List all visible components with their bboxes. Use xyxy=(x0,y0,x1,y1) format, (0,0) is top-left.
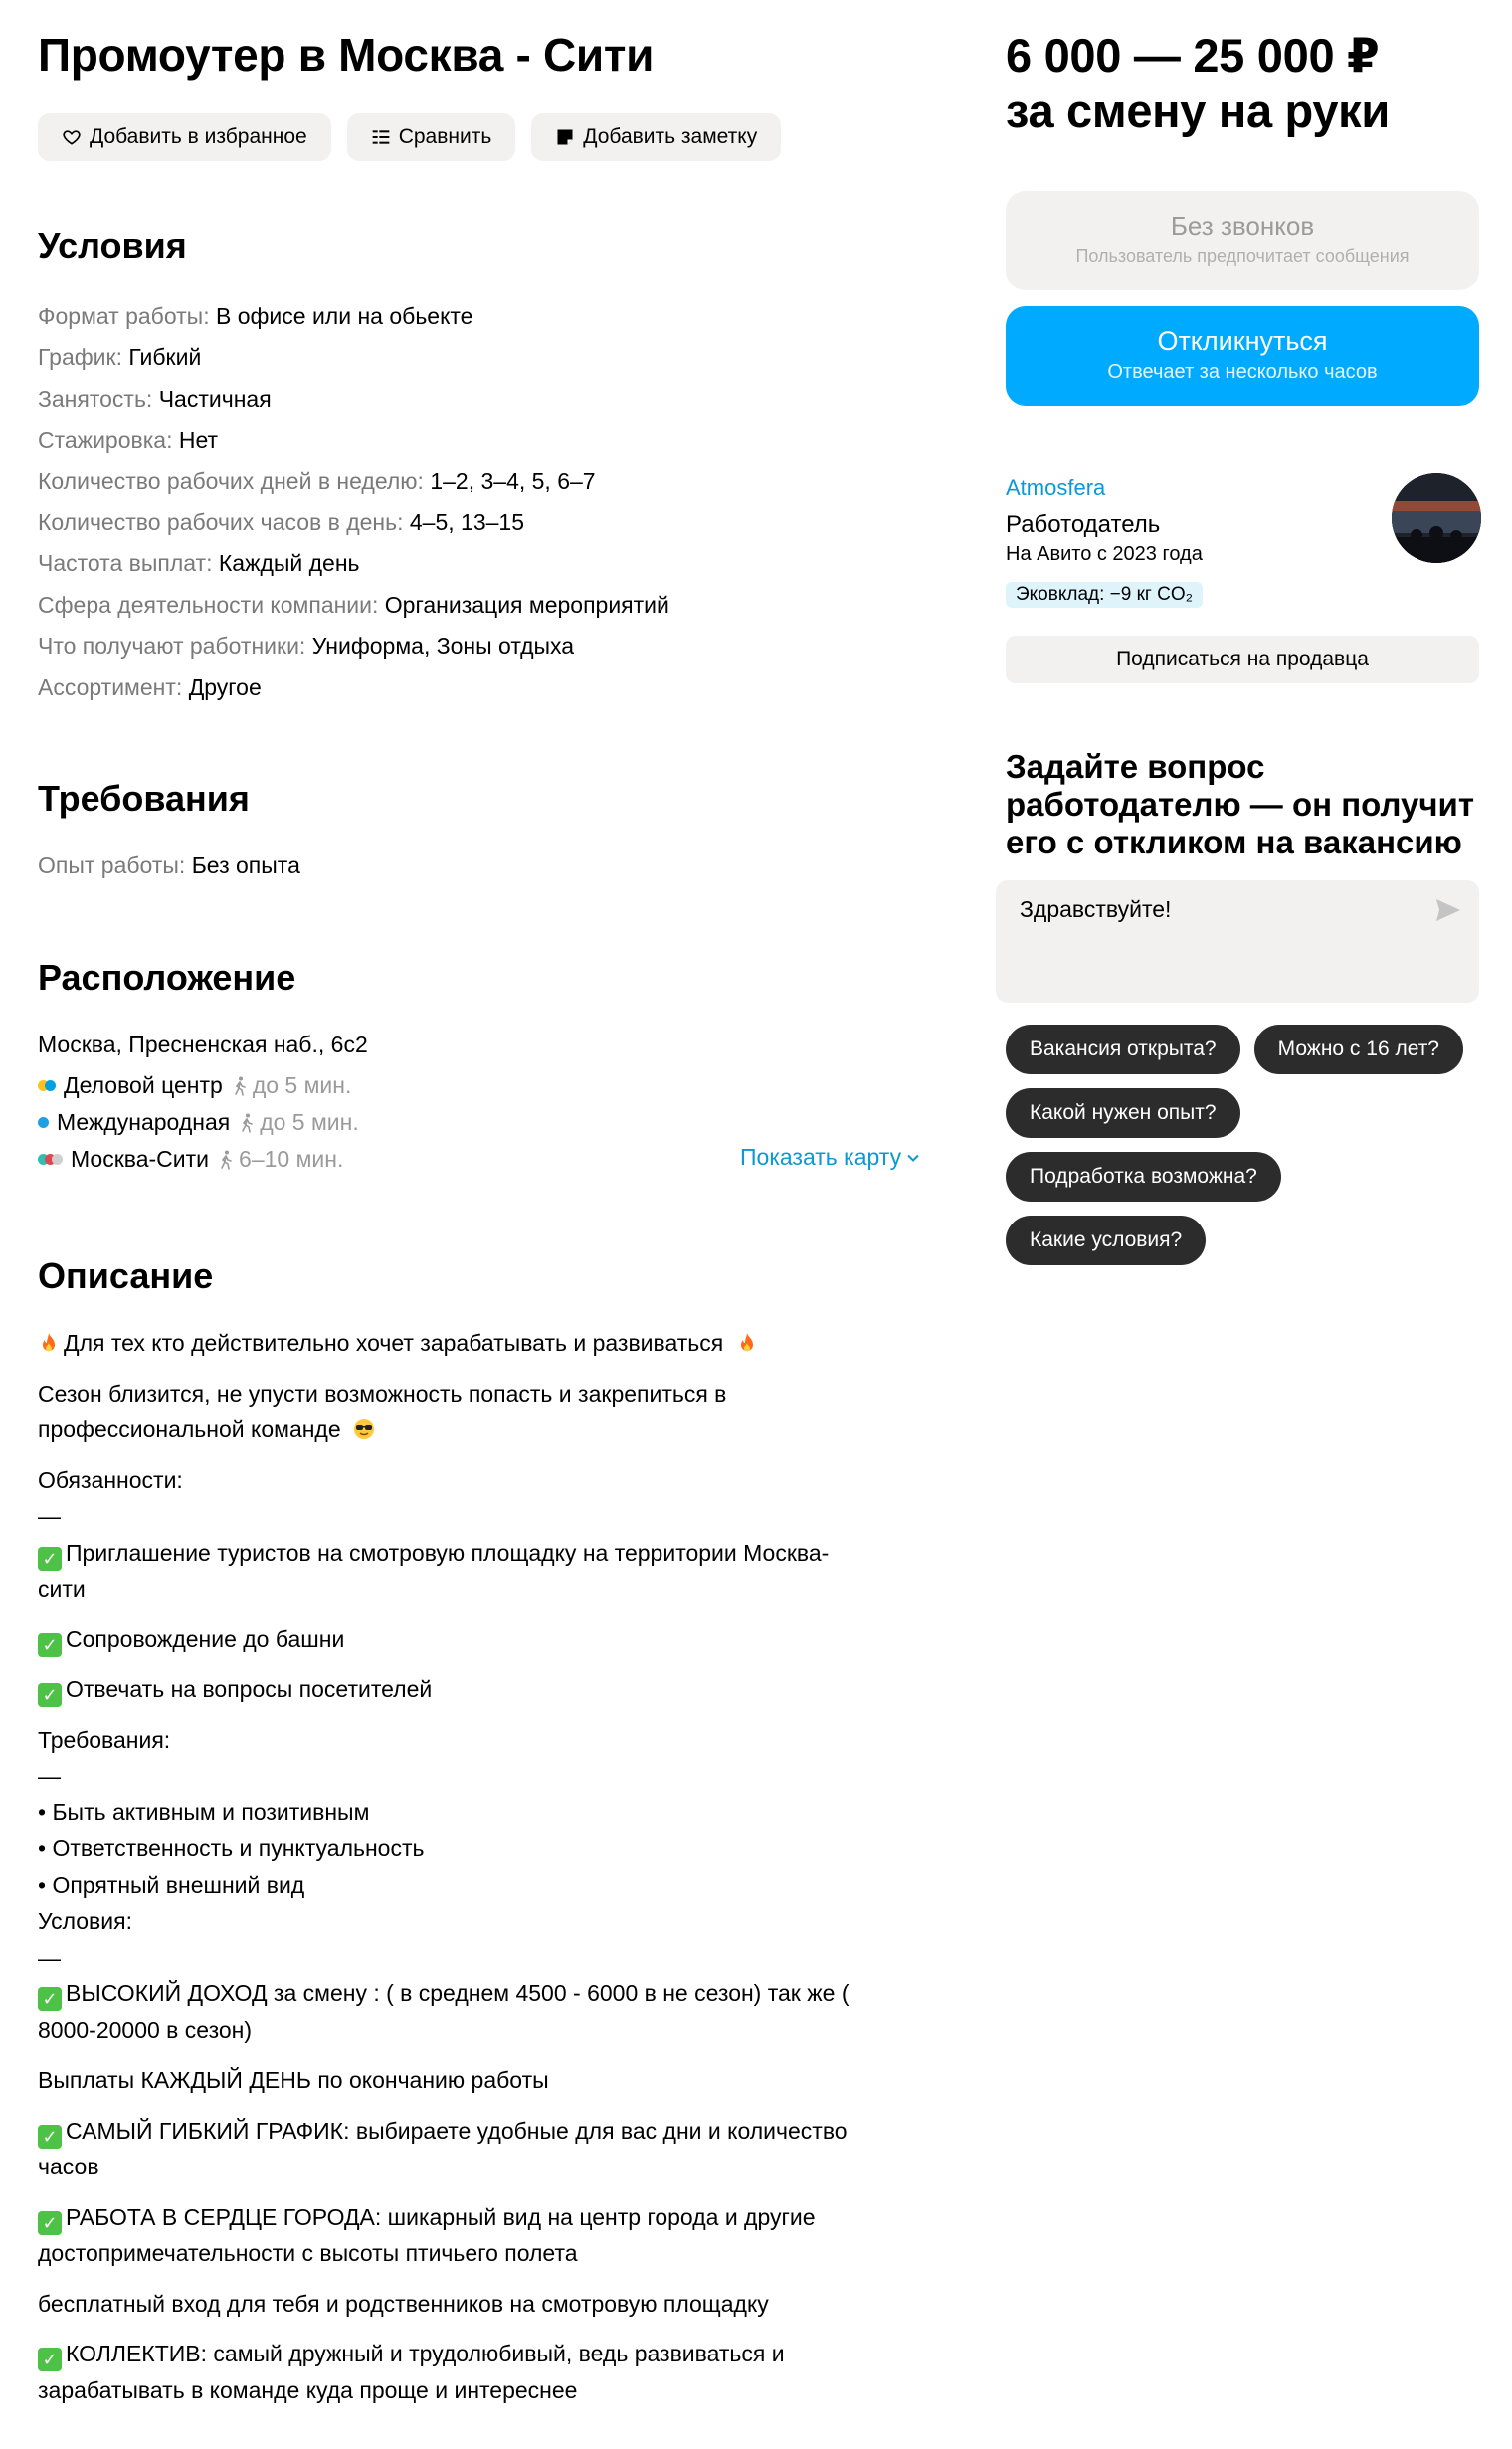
desc-bullet: • Ответственность и пунктуальность xyxy=(38,1830,913,1867)
desc-duty xyxy=(38,1671,913,1708)
respond-label: Откликнуться xyxy=(1157,326,1328,356)
desc-line: достопримечательности с высоты птичьего полета xyxy=(38,2240,578,2266)
quick-questions xyxy=(1006,1025,1493,1279)
desc-line: Отвечать на вопросы посетителей xyxy=(66,1676,433,1702)
sunglasses-face-icon xyxy=(353,1418,375,1440)
fire-icon xyxy=(38,1332,60,1354)
desc-line: 8000-20000 в сезон) xyxy=(38,2016,253,2043)
param-key: Ассортимент: xyxy=(38,673,183,700)
desc-cond xyxy=(38,1976,913,2048)
seller-since: На Авито с 2023 года xyxy=(1006,543,1203,565)
fire-icon xyxy=(736,1332,758,1354)
salary-period: за смену на руки xyxy=(1006,85,1391,137)
desc-line: сити xyxy=(38,1576,86,1601)
param-key: Количество рабочих часов в день: xyxy=(38,508,404,535)
metro-station xyxy=(38,1072,351,1099)
check-mark-icon: ✓ xyxy=(38,2125,62,2149)
desc-intro xyxy=(38,1325,913,1362)
compare-icon xyxy=(371,127,391,147)
desc-line: Сопровождение до башни xyxy=(66,1625,345,1652)
param-key: Частота выплат: xyxy=(38,550,213,577)
compare-label: Сравнить xyxy=(398,125,492,148)
walk-time xyxy=(231,1072,352,1099)
desc-cond: бесплатный вход для тебя и родственников на смотровую площадку xyxy=(38,2290,769,2317)
avatar-image xyxy=(1392,473,1481,563)
no-calls-sublabel: Пользователь предпочитает сообщения xyxy=(1075,246,1410,266)
quick-question-chip[interactable]: Какие условия? xyxy=(1006,1216,1206,1265)
no-calls-button[interactable] xyxy=(1006,191,1479,290)
subscribe-button[interactable]: Подписаться на продавца xyxy=(1006,636,1479,683)
desc-dash: — xyxy=(38,1503,61,1529)
param-key: Что получают работники: xyxy=(38,633,306,659)
eco-badge[interactable]: Эковклад: −9 кг CO₂ xyxy=(1006,582,1203,608)
check-mark-icon: ✓ xyxy=(38,1633,62,1657)
walking-person-icon xyxy=(238,1113,256,1133)
desc-cond-label: Условия: xyxy=(38,1908,132,1934)
walk-time xyxy=(217,1146,343,1173)
respond-button[interactable] xyxy=(1006,306,1479,406)
param-row xyxy=(38,296,669,337)
param-value: Гибкий xyxy=(128,344,202,371)
param-row xyxy=(38,585,669,626)
param-key: Количество рабочих дней в неделю: xyxy=(38,468,424,494)
desc-bullet: • Быть активным и позитивным xyxy=(38,1794,913,1831)
desc-cond xyxy=(38,2113,913,2185)
metro-name: Международная xyxy=(57,1109,231,1135)
note-icon xyxy=(555,127,575,147)
param-key: График: xyxy=(38,344,122,371)
desc-line: зарабатывать в команде куда проще и интереснее xyxy=(38,2376,578,2403)
conditions-list xyxy=(38,296,669,708)
param-row xyxy=(38,420,669,461)
desc-line: Приглашение туристов на смотровую площадку на территории Москва- xyxy=(66,1539,830,1566)
check-mark-icon: ✓ xyxy=(38,2348,62,2371)
param-row xyxy=(38,667,669,708)
address: Москва, Пресненская наб., 6с2 xyxy=(38,1032,368,1057)
param-value: Нет xyxy=(178,427,219,454)
seller-role: Работодатель xyxy=(1006,511,1161,538)
desc-line: Сезон близится, не упусти возможность попасть и закрепиться в xyxy=(38,1380,727,1407)
requirements-heading: Требования xyxy=(38,778,250,819)
chevron-down-icon xyxy=(907,1154,919,1162)
check-mark-icon: ✓ xyxy=(38,2211,62,2235)
param-row xyxy=(38,626,669,666)
desc-cond xyxy=(38,2199,913,2272)
desc-cond xyxy=(38,2336,913,2408)
page-title: Промоутер в Москва - Сити xyxy=(38,29,655,81)
description-text xyxy=(38,1325,913,2422)
desc-duty xyxy=(38,1535,913,1607)
desc-duty xyxy=(38,1621,913,1658)
walk-time xyxy=(238,1109,359,1136)
desc-line: КОЛЛЕКТИВ: самый дружный и трудолюбивый, ведь развиваться и xyxy=(66,2341,785,2366)
quick-question-chip[interactable]: Какой нужен опыт? xyxy=(1006,1088,1240,1138)
metro-station xyxy=(38,1146,343,1173)
location-heading: Расположение xyxy=(38,957,296,998)
seller-avatar[interactable] xyxy=(1392,473,1481,563)
desc-req-label: Требования: xyxy=(38,1726,171,1753)
salary xyxy=(1006,28,1390,139)
respond-sublabel: Отвечает за несколько часов xyxy=(1107,361,1378,383)
desc-dash: — xyxy=(38,1944,61,1971)
desc-bullet: • Опрятный внешний вид xyxy=(38,1867,913,1904)
param-row xyxy=(38,502,669,543)
desc-dash: — xyxy=(38,1763,61,1789)
ask-question-heading: Задайте вопрос работодателю — он получит его с откликом на вакансию xyxy=(1006,748,1474,860)
quick-question-chip[interactable]: Вакансия открыта? xyxy=(1006,1025,1240,1074)
param-value: В офисе или на обьекте xyxy=(215,303,473,329)
heart-icon xyxy=(62,127,82,147)
desc-line: ВЫСОКИЙ ДОХОД за смену : ( в среднем 4500 - 6000 в не сезон) так же ( xyxy=(66,1980,850,2006)
add-note-label: Добавить заметку xyxy=(583,125,758,148)
check-mark-icon: ✓ xyxy=(38,1683,62,1707)
seller-name-link[interactable]: Atmosfera xyxy=(1006,475,1106,500)
no-calls-label: Без звонков xyxy=(1170,211,1315,241)
description-heading: Описание xyxy=(38,1255,214,1296)
metro-line-dots xyxy=(38,1080,56,1091)
show-map-link[interactable] xyxy=(740,1144,919,1171)
param-row xyxy=(38,379,669,420)
walk-time-value: до 5 мин. xyxy=(260,1109,359,1135)
question-input[interactable] xyxy=(996,880,1479,1003)
quick-question-chip[interactable]: Можно с 16 лет? xyxy=(1254,1025,1463,1074)
desc-line: профессиональной команде xyxy=(38,1416,341,1442)
param-row xyxy=(38,543,669,584)
param-value: Организация мероприятий xyxy=(384,591,669,618)
send-icon[interactable] xyxy=(1435,898,1461,922)
salary-range: 6 000 — 25 000 ₽ xyxy=(1006,29,1380,82)
metro-station xyxy=(38,1109,359,1136)
quick-question-chip[interactable]: Подработка возможна? xyxy=(1006,1152,1281,1202)
desc-cond: Выплаты КАЖДЫЙ ДЕНЬ по окончанию работы xyxy=(38,2067,549,2093)
desc-line: часов xyxy=(38,2154,99,2179)
param-key: Формат работы: xyxy=(38,303,210,329)
desc-line: РАБОТА В СЕРДЦЕ ГОРОДА: шикарный вид на центр города и другие xyxy=(66,2203,816,2230)
desc-line: САМЫЙ ГИБКИЙ ГРАФИК: выбираете удобные для вас дни и количество xyxy=(66,2117,848,2144)
desc-duties-label: Обязанности: xyxy=(38,1466,183,1493)
add-note-button[interactable] xyxy=(531,113,781,161)
desc-intro-text: Для тех кто действительно хочет зарабатывать и развиваться xyxy=(64,1330,724,1356)
param-row xyxy=(38,462,669,502)
param-key: Стажировка: xyxy=(38,427,173,454)
param-value: Без опыта xyxy=(191,852,300,878)
param-value: Частичная xyxy=(158,385,272,412)
metro-line-dots xyxy=(38,1154,63,1165)
add-favorite-button[interactable] xyxy=(38,113,331,161)
param-row xyxy=(38,337,669,378)
param-value: Другое xyxy=(188,673,262,700)
param-value: Каждый день xyxy=(218,550,360,577)
param-key: Сфера деятельности компании: xyxy=(38,591,379,618)
param-value: Униформа, Зоны отдыха xyxy=(311,633,575,659)
show-map-label: Показать карту xyxy=(740,1144,902,1170)
walk-time-value: до 5 мин. xyxy=(252,1072,352,1098)
walk-time-value: 6–10 мин. xyxy=(239,1146,344,1172)
metro-name: Деловой центр xyxy=(64,1072,223,1098)
metro-line-dots xyxy=(38,1117,49,1128)
conditions-heading: Условия xyxy=(38,225,187,266)
question-input-value: Здравствуйте! xyxy=(1020,896,1172,922)
walking-person-icon xyxy=(231,1076,249,1096)
action-bar xyxy=(38,113,781,161)
compare-button[interactable] xyxy=(347,113,516,161)
metro-name: Москва-Сити xyxy=(71,1146,210,1172)
add-favorite-label: Добавить в избранное xyxy=(90,125,307,148)
param-key: Опыт работы: xyxy=(38,852,186,878)
param-row xyxy=(38,846,300,886)
param-key: Занятость: xyxy=(38,385,153,412)
param-value: 4–5, 13–15 xyxy=(409,508,525,535)
check-mark-icon: ✓ xyxy=(38,1987,62,2011)
check-mark-icon: ✓ xyxy=(38,1547,62,1571)
walking-person-icon xyxy=(217,1150,235,1170)
param-value: 1–2, 3–4, 5, 6–7 xyxy=(430,468,596,494)
desc-season xyxy=(38,1376,913,1448)
